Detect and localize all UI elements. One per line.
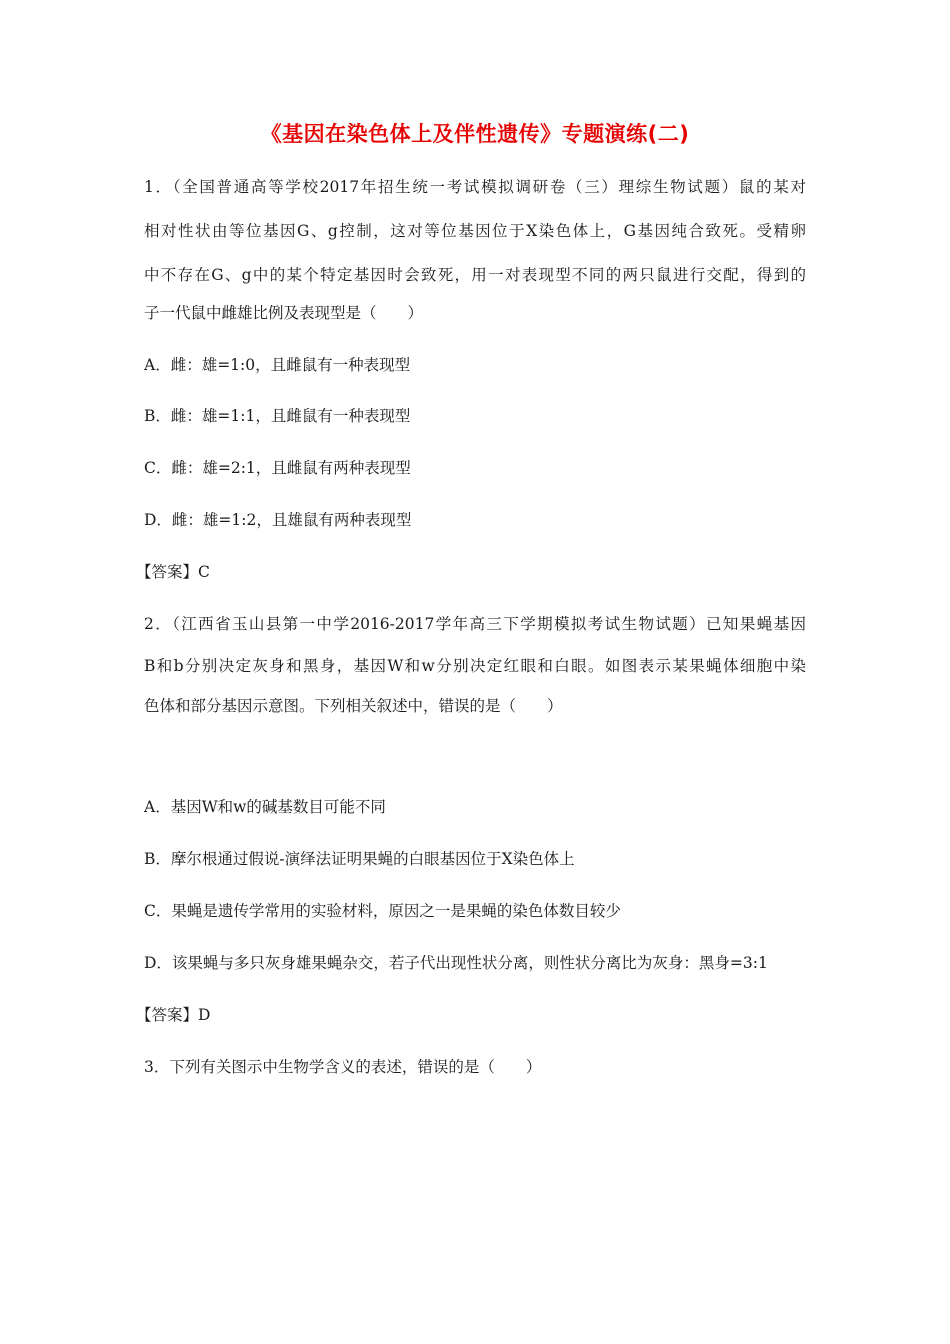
q2-option-d: D．该果蝇与多只灰身雄果蝇杂交，若子代出现性状分离，则性状分离比为灰身：黑身=3:1 — [144, 954, 768, 972]
q2-stem-line-1: 2．（江西省玉山县第一中学2016-2017学年高三下学期模拟考试生物试题）已知果蝇基因 — [144, 615, 806, 633]
q1-stem-line-4: 子一代鼠中雌雄比例及表现型是（ ） — [144, 304, 424, 322]
q1-option-b: B．雌：雄=1:1，且雌鼠有一种表现型 — [144, 407, 411, 425]
q2-stem-line-3: 色体和部分基因示意图。下列相关叙述中，错误的是（ ） — [144, 697, 563, 715]
q2-answer: 【答案】D — [136, 1006, 211, 1024]
q2-option-b: B．摩尔根通过假说-演绎法证明果蝇的白眼基因位于X染色体上 — [144, 850, 575, 868]
q1-option-a: A．雌：雄=1:0，且雌鼠有一种表现型 — [144, 356, 411, 374]
q1-answer: 【答案】C — [136, 563, 210, 581]
q1-option-c: C．雌：雄=2:1，且雌鼠有两种表现型 — [144, 459, 411, 477]
q1-option-d: D．雌：雄=1:2，且雄鼠有两种表现型 — [144, 511, 412, 529]
q1-stem-line-1: 1．（全国普通高等学校2017年招生统一考试模拟调研卷（三）理综生物试题）鼠的某对 — [144, 178, 806, 196]
q1-stem-line-3: 中不存在G、g中的某个特定基因时会致死，用一对表现型不同的两只鼠进行交配，得到的 — [144, 266, 806, 284]
q3-stem-line-1: 3．下列有关图示中生物学含义的表述，错误的是（ ） — [144, 1058, 542, 1076]
q2-stem-line-2: B和b分别决定灰身和黑身，基因W和w分别决定红眼和白眼。如图表示某果蝇体细胞中染 — [144, 657, 806, 675]
q1-stem-line-2: 相对性状由等位基因G、g控制，这对等位基因位于X染色体上，G基因纯合致死。受精卵 — [144, 222, 806, 240]
document-title: 《基因在染色体上及伴性遗传》专题演练(二) — [260, 122, 690, 146]
q2-option-c: C．果蝇是遗传学常用的实验材料，原因之一是果蝇的染色体数目较少 — [144, 902, 621, 920]
q2-option-a: A．基因W和w的碱基数目可能不同 — [144, 798, 386, 816]
